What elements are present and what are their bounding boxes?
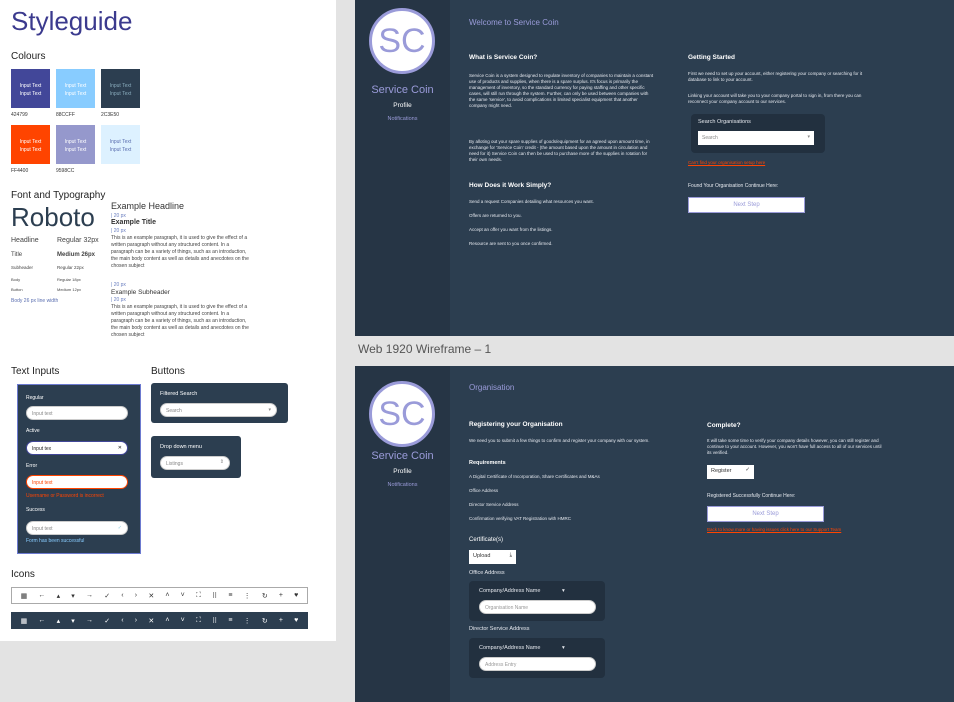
upload-button[interactable]: [469, 550, 516, 564]
toolbar-icon[interactable]: +: [278, 617, 283, 624]
colour-swatch: [101, 125, 140, 164]
toolbar-icon[interactable]: ⋮: [243, 592, 251, 600]
spacing-note: | 20 px: [111, 213, 126, 219]
toolbar-icon[interactable]: ⛶: [195, 616, 201, 624]
registered-label: Registered Successfully Continue Here:: [707, 493, 796, 499]
company-address-label: Company/Address Name: [479, 588, 541, 594]
active-value: Input tex: [32, 446, 52, 452]
font-heading: Font and Typography: [11, 190, 106, 201]
icon-bar-dark: [11, 612, 308, 629]
logo-avatar: SC: [369, 381, 435, 447]
toolbar-icon[interactable]: ˄: [165, 617, 170, 624]
page-header: Organisation: [469, 383, 515, 392]
nav-notifications[interactable]: Notifications: [387, 482, 418, 488]
swatch-text: Input Text: [64, 147, 87, 153]
toolbar-icon[interactable]: ‹: [121, 617, 124, 624]
sidebar: [355, 366, 450, 702]
type-style-spec: Regular 32px: [57, 237, 99, 244]
step-item: Accept an offer you want from the listings.: [469, 227, 553, 232]
registering-heading: Registering your Organisation: [469, 421, 563, 428]
type-style-name: Headline: [11, 237, 39, 244]
toolbar-icon[interactable]: ✕: [148, 617, 155, 625]
search-placeholder: Search: [702, 135, 718, 141]
spacing-note: | 20 px: [111, 297, 126, 303]
toolbar-icon[interactable]: ⛶: [195, 591, 201, 599]
toolbar-icon[interactable]: ✓: [104, 617, 111, 625]
font-sample: Roboto: [11, 202, 95, 232]
active-input[interactable]: [26, 441, 128, 455]
chevron-down-icon: ▾: [807, 134, 810, 140]
toolbar-icon[interactable]: +: [278, 592, 283, 599]
spacing-note: | 20 px: [111, 282, 126, 288]
wireframe-1: [355, 0, 954, 336]
error-label: Error: [26, 463, 38, 469]
toolbar-icon[interactable]: ›: [134, 617, 138, 624]
requirement-item: Director Service Address: [469, 502, 519, 507]
register-button[interactable]: [707, 465, 754, 479]
swatch-text: Input Text: [109, 83, 132, 89]
toolbar-icon[interactable]: ←: [38, 592, 46, 599]
success-message: Form has been successful: [26, 538, 85, 544]
example-paragraph: This is an example paragraph, it is used to give the effect of a written paragraph without any structured content. In a paragraph can be a variety of things, such as an introduction, the main body content as well as details and anecdotes on the chosen subject: [111, 304, 249, 338]
organisation-name-input[interactable]: Organisation Name: [479, 600, 596, 614]
regular-label: Regular: [26, 395, 44, 401]
chevron-down-icon: ▾: [268, 407, 271, 413]
filtered-search-input[interactable]: [160, 403, 277, 417]
dropdown-label: Drop down menu: [160, 444, 202, 450]
icons-heading: Icons: [11, 569, 35, 580]
sidebar: [355, 0, 450, 336]
colour-swatch: [56, 69, 95, 108]
example-paragraph: This is an example paragraph, it is used to give the effect of a written paragraph without any structured content. In a paragraph can be a variety of things, such as an introduction, the main body content as well as details and anecdotes on the chosen subject: [111, 235, 249, 269]
wireframe-2: [355, 366, 954, 702]
styleguide-title: Styleguide: [11, 6, 133, 36]
swatch-hex: 424799: [11, 112, 28, 118]
check-icon: ✓: [745, 467, 750, 473]
requirement-item: Office Address: [469, 488, 499, 493]
toolbar-icon[interactable]: ˅: [180, 617, 185, 624]
regular-input[interactable]: Input text: [26, 406, 128, 420]
brand-name: Service Coin: [371, 84, 434, 96]
toolbar-icon[interactable]: →: [86, 592, 93, 599]
search-org-card: [691, 114, 825, 153]
registering-paragraph: We need you to submit a few things to confirm and register your company with our system.: [469, 438, 650, 443]
support-link[interactable]: Back to know more or having issues click here to our Support Team: [707, 527, 842, 532]
type-style-spec: Regular 18px: [57, 277, 81, 282]
step-item: Send a request Companies detailing what resources you want.: [469, 199, 594, 204]
toolbar-icon[interactable]: ✓: [104, 592, 111, 600]
page-header: Welcome to Service Coin: [469, 18, 559, 27]
type-style-name: Title: [11, 252, 23, 258]
example-title: Example Title: [111, 219, 157, 226]
example-headline: Example Headline: [111, 201, 185, 211]
filtered-search-card: [151, 383, 288, 423]
toolbar-icon[interactable]: ⠿: [212, 592, 218, 600]
colour-swatch: [11, 69, 50, 108]
search-placeholder: Search: [166, 408, 182, 414]
swatch-text: Input Text: [64, 91, 87, 97]
upload-label: Upload: [473, 553, 491, 559]
spacing-note: | 20 px: [111, 228, 126, 234]
type-style-name: Button: [11, 287, 23, 292]
swatch-text: Input Text: [19, 83, 42, 89]
colour-swatch: [11, 125, 50, 164]
toolbar-icon[interactable]: ↻: [261, 592, 268, 600]
getting-started-heading: Getting Started: [688, 54, 735, 61]
filtered-search-label: Filtered Search: [160, 391, 198, 397]
requirement-item: Confirmation verifying VAT Registration with HMRC: [469, 516, 572, 521]
success-placeholder: Input text: [32, 526, 53, 532]
office-address-card: [469, 581, 605, 621]
type-style-spec: Medium 12px: [57, 287, 82, 292]
icon-bar-light: [11, 587, 308, 604]
company-address-label: Company/Address Name: [479, 645, 541, 651]
what-heading: What is Service Coin?: [469, 54, 538, 61]
next-step-button[interactable]: Next Step: [707, 506, 824, 522]
body-note: Body 26 px line width: [11, 298, 59, 304]
nav-profile[interactable]: Profile: [393, 102, 412, 109]
swatch-text: Input Text: [64, 139, 87, 145]
getting-started-paragraph: First we need to set up your account, either registering your company or searching for it database to link to your account.: [688, 71, 863, 82]
certificates-label: Certificate(s): [469, 537, 504, 543]
swatch-hex: 2C3E50: [101, 112, 120, 118]
toolbar-icon[interactable]: ⋮: [243, 617, 251, 625]
complete-paragraph: It will take some time to verify your company details however, you can still register and continue to your account. However, you won't have full access to all of our services until its verified.: [707, 438, 882, 455]
complete-heading: Complete?: [707, 422, 741, 429]
toolbar-icon[interactable]: ▴: [56, 617, 61, 625]
toolbar-icon[interactable]: ✕: [148, 592, 155, 600]
upload-icon: ⤓: [509, 552, 512, 558]
text-inputs-card: [17, 384, 141, 554]
swatch-text: Input Text: [19, 91, 42, 97]
cant-find-link[interactable]: Can't find your organisation setup here: [688, 160, 766, 165]
swatch-text: Input Text: [19, 147, 42, 153]
toolbar-icon[interactable]: ›: [134, 592, 138, 599]
company-address-dropdown[interactable]: [479, 588, 565, 594]
search-org-input[interactable]: [698, 131, 814, 145]
success-input[interactable]: [26, 521, 128, 535]
type-style-spec: Medium 26px: [57, 252, 96, 258]
swatch-text: Input Text: [109, 147, 132, 153]
swatch-text: Input Text: [109, 139, 132, 145]
wireframe-caption: Web 1920 Wireframe – 1: [358, 342, 492, 356]
swatch-text: Input Text: [19, 139, 42, 145]
active-label: Active: [26, 428, 40, 434]
what-paragraph-2: By alloting out your spare supplies of goods/equipment for an agreed upon amount time, in exchange for 'Service Coin' credit - (the amount based upon the amount in circulation and need for it) Service Coin can then be used to purchase more of the supplies in rotation for their own needs.: [469, 139, 650, 162]
dropdown-card: [151, 436, 241, 478]
nav-notifications[interactable]: Notifications: [387, 116, 418, 122]
requirement-item: A Digital Certificate of Incorporation, Share Certificates and M&As: [469, 474, 600, 479]
register-label: Register: [711, 468, 732, 474]
swatch-text: Input Text: [109, 91, 132, 97]
step-item: Offers are returned to you.: [469, 213, 522, 218]
text-inputs-heading: Text Inputs: [11, 366, 60, 377]
type-style-name: Subheader: [11, 265, 34, 270]
toolbar-icon[interactable]: ♥: [294, 617, 299, 624]
toolbar-icon[interactable]: ▦: [20, 617, 28, 625]
toolbar-icon[interactable]: ‹: [121, 592, 124, 599]
toolbar-icon[interactable]: ˅: [180, 592, 185, 599]
toolbar-icon[interactable]: ↻: [261, 617, 268, 625]
director-address-label: Director Service Address: [469, 626, 530, 632]
swatch-hex: 9598CC: [56, 168, 75, 174]
toolbar-icon[interactable]: ▴: [56, 592, 61, 600]
found-label: Found Your Organisation Continue Here:: [688, 183, 779, 189]
chevron-down-icon: ▾: [561, 588, 565, 594]
swatch-text: Input Text: [64, 83, 87, 89]
toolbar-icon[interactable]: ⠿: [212, 617, 218, 625]
listings-value: Listings: [166, 461, 183, 467]
director-address-card: [469, 638, 605, 678]
nav-profile[interactable]: Profile: [393, 468, 412, 475]
requirements-heading: Requirements: [469, 460, 506, 466]
toolbar-icon[interactable]: ▾: [71, 592, 75, 600]
brand-name: Service Coin: [371, 450, 434, 462]
toolbar-icon[interactable]: ˄: [165, 592, 170, 599]
example-subheader: Example Subheader: [111, 289, 170, 296]
toolbar-icon[interactable]: ≡: [228, 617, 233, 624]
toolbar-icon[interactable]: ▦: [20, 592, 28, 600]
logo-avatar: SC: [369, 8, 435, 74]
error-input[interactable]: Input text: [26, 475, 128, 489]
next-step-button[interactable]: Next Step: [688, 197, 805, 213]
toolbar-icon[interactable]: ←: [38, 617, 46, 624]
search-org-label: Search Organisations: [698, 119, 751, 125]
clear-icon[interactable]: ✕: [117, 445, 122, 451]
swatch-hex: 88CCFF: [56, 112, 75, 118]
how-heading: How Does it Work Simply?: [469, 182, 552, 189]
toolbar-icon[interactable]: ♥: [294, 592, 299, 599]
check-icon: ✓: [117, 525, 122, 531]
company-address-dropdown[interactable]: [479, 645, 565, 651]
office-address-label: Office Address: [469, 570, 505, 576]
type-style-name: Body: [11, 277, 21, 282]
styleguide-panel: [0, 0, 336, 641]
address-entry-input[interactable]: Address Entry: [479, 657, 596, 671]
swatch-hex: FF4400: [11, 168, 29, 174]
updown-icon: ⇕: [219, 459, 224, 465]
colours-heading: Colours: [11, 51, 46, 62]
buttons-heading: Buttons: [151, 366, 185, 377]
toolbar-icon[interactable]: ▾: [71, 617, 75, 625]
type-style-spec: Regular 22px: [57, 265, 84, 270]
success-label: Success: [26, 507, 45, 513]
listings-dropdown[interactable]: [160, 456, 230, 470]
colour-swatch: [101, 69, 140, 108]
error-message: Username or Password is incorrect: [26, 493, 104, 499]
toolbar-icon[interactable]: ≡: [228, 592, 233, 599]
colour-swatch: [56, 125, 95, 164]
what-paragraph: Service Coin is a system designed to regulate inventory of companies to maintain a constant use of products and supplies, when there is a spare surplus. It's focus is primarily the management of inventory, so the standard currency for paying staffing and other specific cases, will still run through the system. Further, can only be used between companies with the same 'service', to avoid complications in limited specialist equipment that another company might need.: [469, 73, 654, 108]
chevron-down-icon: ▾: [561, 645, 565, 651]
step-item: Resource are sent to you once confirmed.: [469, 241, 553, 246]
getting-started-paragraph-2: Linking your account will take you to your company portal to sign in, from there you can reconnect your company account to our services.: [688, 93, 862, 104]
toolbar-icon[interactable]: →: [86, 617, 93, 624]
